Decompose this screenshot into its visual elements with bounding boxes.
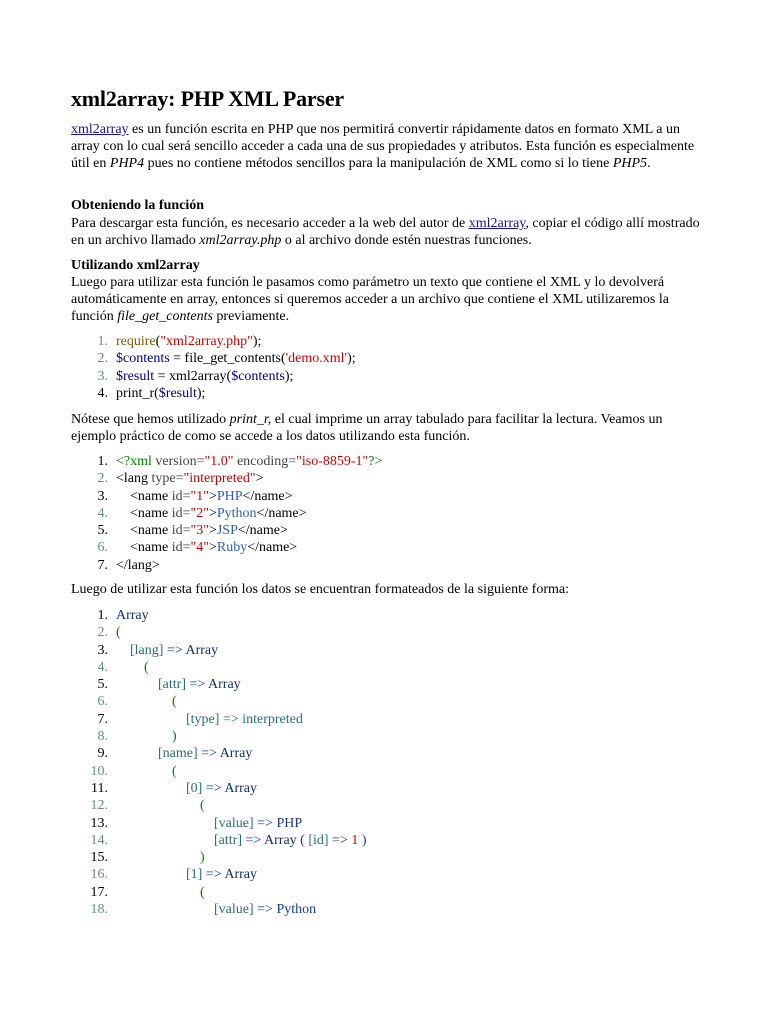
code-token [116,677,158,692]
code-token: </name> [247,540,298,556]
code-line [0,745,768,762]
code-line [0,884,768,901]
code-token: [type] [186,711,220,727]
code-line [0,763,768,780]
code-token: </name> [242,488,293,504]
code-text [116,832,367,849]
code-token: => [202,867,225,883]
code-text [116,385,205,402]
code-token: require [116,334,156,349]
code-text [116,711,303,728]
section2-text-2: previamente. [212,309,290,324]
code-token: "4" [190,540,209,556]
section1-text-3: o al archivo donde estén nuestras funciones. [281,233,532,248]
code-token: Ruby [216,540,248,556]
line-number: 13. [90,815,108,831]
code-text [116,624,121,641]
intro-text-1: es un función escrita en PHP que nos permitirá convertir rápidamente datos en formato XML a un array con lo cual será sencillo acceder a cada una de sus propiedades y atributos. Esta función es especialmente útil en [71,122,695,171]
code-line [0,693,768,710]
code-line [0,522,768,539]
line-number: 5. [97,523,108,539]
section-heading-utilizando: Utilizando xml2array [71,258,200,273]
code-token: <name [116,488,172,504]
php-code-block [0,333,768,402]
code-text [116,884,205,901]
code-text [116,368,293,385]
code-token [116,816,214,831]
code-line [0,711,768,728]
line-number: 16. [90,867,108,883]
code-line [0,832,768,849]
code-token [116,781,186,796]
code-token: [attr] [214,832,242,848]
code-line [0,557,768,574]
code-token: Array [224,867,258,883]
xml2array-link[interactable]: xml2array [71,122,129,137]
code-token: > [208,505,217,521]
line-number: 7. [97,711,108,727]
code-line [0,488,768,505]
code-token: Array [264,832,297,848]
code-token: ( [296,832,309,848]
line-number: 3. [97,488,108,504]
section1-em-filename: xml2array.php [199,233,282,248]
note-text-1: Nótese que hemos utilizado [71,412,230,427]
code-line [0,659,768,676]
code-text [116,333,261,350]
section2-em-function: file_get_contents [117,309,213,324]
line-number: 10. [90,763,108,779]
code-token [116,902,214,917]
code-token [116,643,130,658]
code-token: <name [116,505,172,521]
code-token: [value] [214,902,254,918]
line-number: 12. [90,798,108,814]
code-token [116,694,172,709]
code-text [116,866,257,883]
code-token: = file_get_contents( [169,351,286,367]
code-text [116,522,288,539]
section2-paragraph [71,274,711,325]
code-token: > [255,471,264,487]
code-token: Python [216,505,257,521]
code-token: ) [200,850,205,866]
code-text [116,676,241,693]
code-token: > [208,488,217,504]
code-line [0,676,768,693]
intro-text-2: pues no contiene métodos sencillos para la manipulación de XML como si lo tiene [144,156,613,171]
code-token: "2" [190,505,209,521]
code-token: version= [155,454,205,469]
note-em-print-r: print_r, [229,412,272,427]
code-text [116,797,205,814]
code-token: ( [172,763,177,779]
code-token: </name> [237,523,288,539]
code-text [116,470,263,487]
code-text [116,488,293,505]
line-number: 7. [97,557,108,573]
line-number: 2. [97,625,108,641]
code-text [116,659,149,676]
xml2array-author-link[interactable]: xml2array [468,216,526,231]
note-paragraph [71,411,711,445]
array-output-block [0,607,768,918]
code-token: ( [172,694,177,710]
code-text [116,453,382,470]
code-token: $contents [231,368,285,384]
line-number: 5. [97,677,108,693]
intro-text-3: . [647,156,651,171]
code-line [0,866,768,883]
code-line [0,624,768,641]
code-token: Array [208,677,241,693]
code-text [116,849,205,866]
code-text [116,642,218,659]
code-token: => [163,642,186,658]
code-line [0,505,768,522]
line-number: 1. [97,454,108,469]
line-number: 3. [97,642,108,658]
code-token: <name [116,540,172,556]
code-token: id= [171,540,191,556]
code-line [0,368,768,385]
code-token: [name] [158,746,198,762]
code-token: Array [116,608,149,623]
code-token: id= [171,523,191,539]
code-token [116,746,158,761]
code-token: ( [155,334,161,349]
code-token: [id] [308,832,329,848]
code-token: ( [200,798,205,814]
code-token: ); [347,351,356,367]
line-number: 9. [97,746,108,762]
code-line [0,901,768,918]
code-token [116,833,214,848]
code-token: ) [172,729,177,745]
code-line [0,539,768,556]
code-token: Array [219,746,253,762]
code-token: "iso-8859-1" [296,454,369,469]
code-token: => [202,780,225,796]
code-token: > [208,540,217,556]
line-number: 1. [97,334,108,349]
code-text [116,539,297,556]
code-token: id= [171,488,191,504]
line-number: 4. [97,505,108,521]
code-token: "xml2array.php" [160,334,253,349]
code-token: ); [196,385,206,401]
code-token: ); [284,368,294,384]
line-number: 4. [97,385,108,401]
line-number: 6. [97,694,108,710]
code-token: [value] [214,815,254,831]
code-token: ); [252,334,262,349]
line-number: 6. [97,540,108,556]
intro-em-php5: PHP5 [612,156,648,171]
code-token: => [185,677,209,693]
line-number: 11. [91,780,108,796]
code-line [0,728,768,745]
code-token [116,850,200,865]
code-token: => [328,832,352,848]
code-token: ( [144,659,149,675]
code-text [116,780,257,797]
code-token: "1" [190,488,209,504]
code-token: [1] [186,867,203,883]
code-token: JSP [216,523,238,539]
code-line [0,350,768,367]
code-token [116,798,200,813]
code-token: $contents [116,351,170,367]
line-number: 1. [97,608,108,623]
code-token [116,712,186,727]
code-line [0,470,768,487]
code-line [0,453,768,470]
code-line [0,849,768,866]
intro-em-php4: PHP4 [109,156,145,171]
code-token: Array [224,780,258,796]
code-token: encoding= [233,454,297,469]
code-token: <?xml [116,454,156,469]
code-token: </lang> [116,557,160,573]
code-line [0,780,768,797]
section2-text-1: Luego para utilizar esta función le pasamos como parámetro un texto que contiene el XML y lo devolverá automáticamente en array, entonces si queremos acceder a un archivo que contiene el XML utilizaremos la función [71,275,669,324]
code-line [0,333,768,350]
code-line [0,815,768,832]
code-text [116,728,177,745]
code-token: type= [151,471,184,487]
code-token [116,660,144,675]
code-token: $result [116,368,155,384]
code-text [116,815,302,832]
code-text [116,693,177,710]
code-token: ) [358,832,367,848]
xml-code-block [0,453,768,574]
line-number: 15. [90,850,108,866]
line-number: 18. [90,902,108,918]
code-token: Array [185,642,219,658]
code-token: "3" [190,523,209,539]
code-text [116,505,307,522]
code-line [0,607,768,624]
code-token [116,729,172,744]
code-token: 'demo.xml' [285,351,348,367]
code-token: = xml2array( [154,368,232,384]
section1-text-2: , copiar el código allí mostrado en un archivo llamado [71,216,700,248]
line-number: 4. [97,659,108,675]
code-token: PHP [216,488,243,504]
code-line [0,797,768,814]
code-token: => interpreted [219,711,303,727]
code-text [116,557,160,574]
code-token: "interpreted" [183,471,256,487]
after-paragraph: Luego de utilizar esta función los datos se encuentran formateados de la siguiente forma: [71,582,569,597]
line-number: 2. [97,471,108,487]
code-token: => PHP [253,815,303,831]
code-text [116,901,316,918]
line-number: 8. [97,729,108,745]
code-token: => Python [253,902,317,918]
line-number: 3. [97,368,108,384]
code-token [116,885,200,900]
code-token: <name [116,523,172,539]
page-title: xml2array: PHP XML Parser [71,86,344,111]
code-token: ?> [368,454,383,469]
code-token: 1 [351,832,359,848]
code-token [116,764,172,779]
code-token: "1.0" [204,454,234,469]
code-token: </name> [256,505,307,521]
code-token: ( [116,625,121,641]
line-number: 17. [90,884,108,900]
code-token: [0] [186,780,203,796]
code-text [116,763,177,780]
code-token: print_r [116,385,155,401]
code-token: ( [200,884,205,900]
code-token: => [197,746,220,762]
section1-paragraph [71,215,711,249]
code-token: id= [171,505,191,521]
code-token: > [208,523,217,539]
code-token: [lang] [130,642,164,658]
section-heading-obteniendo: Obteniendo la función [71,198,205,213]
code-token [116,867,186,882]
line-number: 2. [97,351,108,367]
intro-paragraph [71,121,711,172]
code-text [116,350,356,367]
note-text-2: el cual imprime un array tabulado para facilitar la lectura. Veamos un ejemplo práctico de como se accede a los datos utilizando esta función. [71,412,663,444]
code-text [116,745,252,762]
section1-text-1: Para descargar esta función, es necesario acceder a la web del autor de [71,216,469,231]
code-token: <lang [116,471,152,487]
code-line [0,385,768,402]
code-token: [attr] [158,677,186,693]
line-number: 14. [90,832,108,848]
code-line [0,642,768,659]
code-token: => [241,832,265,848]
code-text [116,607,149,624]
code-token: ( [154,385,159,401]
code-token: $result [158,385,197,401]
